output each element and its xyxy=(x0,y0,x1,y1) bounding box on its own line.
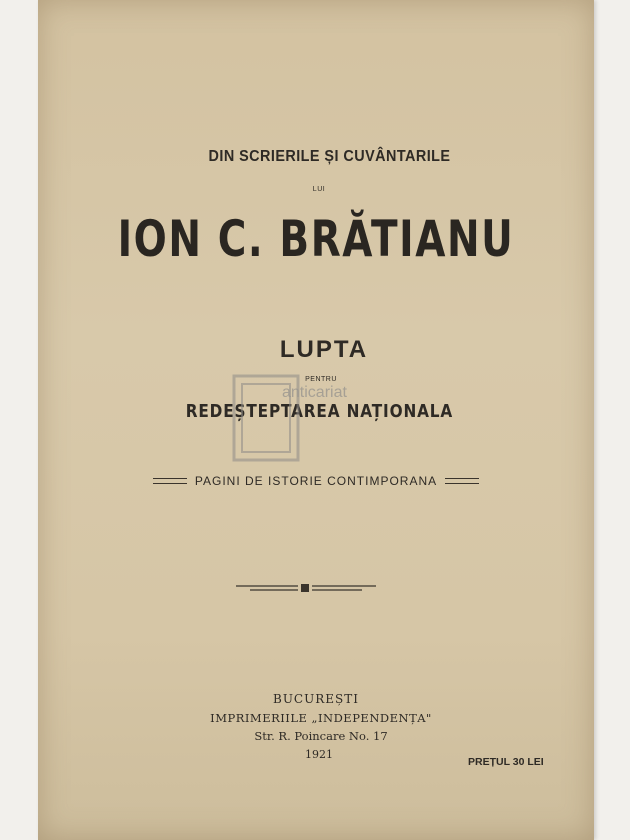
book-title: LUPTA xyxy=(279,336,369,363)
publisher-address: Str. R. Poincare No. 17 xyxy=(254,729,388,743)
cover-pentru-label: PENTRU xyxy=(305,376,337,383)
publication-year: 1921 xyxy=(305,748,333,761)
cover-heading-line: DIN SCRIERILE ȘI CUVÂNTARILE xyxy=(208,148,451,165)
author-name: ION C. BRĂTIANU xyxy=(117,210,515,268)
price-label: PREȚUL 30 LEI xyxy=(468,756,544,768)
book-cover xyxy=(38,0,594,840)
cover-lui-label: LUI xyxy=(312,186,326,193)
publisher-name: IMPRIMERIILE „INDEPENDENȚA" xyxy=(210,711,432,725)
right-rule xyxy=(445,478,479,484)
ornament-divider xyxy=(236,583,376,593)
watermark-text: anticariat xyxy=(282,384,347,401)
book-subtitle: REDEȘTEPTAREA NAȚIONALA xyxy=(185,401,454,422)
series-text: PAGINI DE ISTORIE CONTIMPORANA xyxy=(194,474,438,488)
series-line xyxy=(38,474,594,488)
left-rule xyxy=(153,478,187,484)
publisher-city: BUCUREȘTI xyxy=(273,692,359,706)
